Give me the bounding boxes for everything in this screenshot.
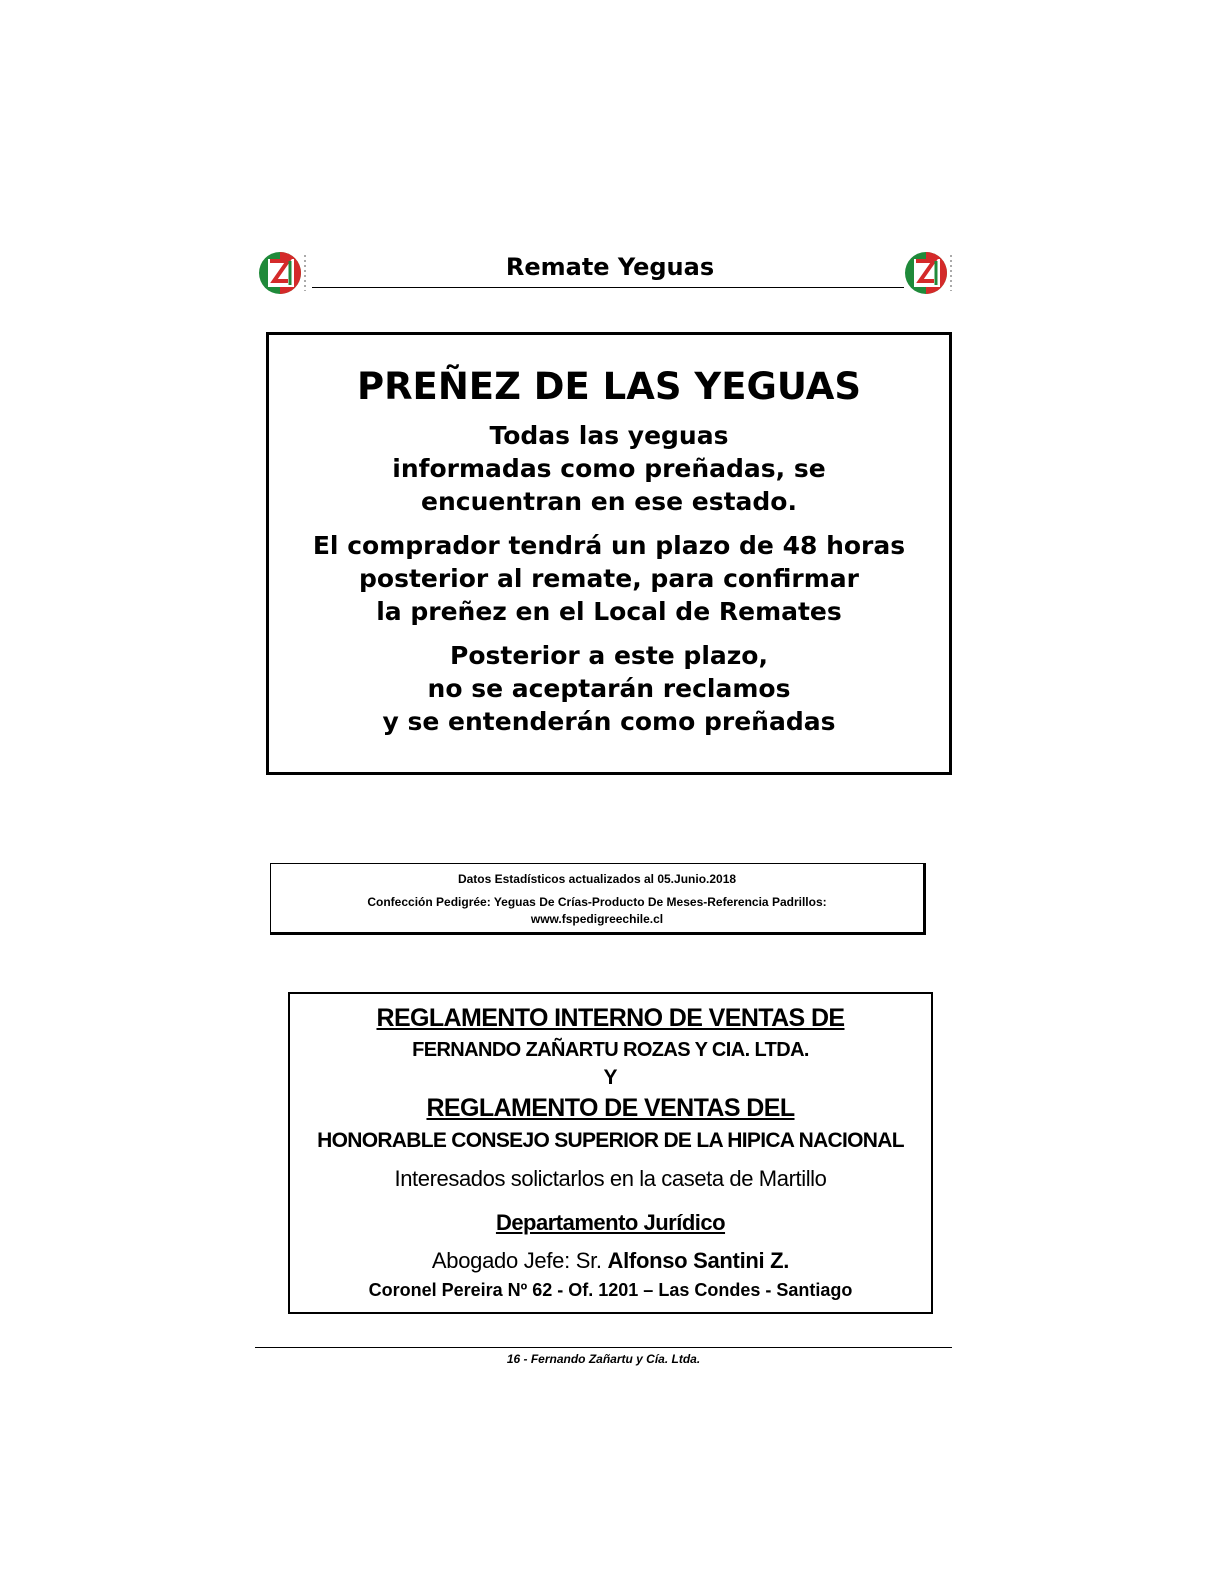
page-header-title: Remate Yeguas (505, 253, 715, 281)
office-address: Coronel Pereira Nº 62 - Of. 1201 – Las Condes - Santiago (368, 1280, 853, 1300)
text-line: Posterior a este plazo, (450, 641, 768, 670)
request-instructions: Interesados solictarlos en la caseta de Martillo (394, 1166, 827, 1191)
pregnancy-notice-title: PREÑEZ DE LAS YEGUAS (356, 365, 862, 408)
pedigree-info: Confección Pedigrée: Yeguas De Crías-Producto De Meses-Referencia Padrillos: (367, 895, 827, 909)
text-line: Todas las yeguas (489, 421, 729, 450)
company-name: FERNANDO ZAÑARTU ROZAS Y CIA. LTDA. (412, 1039, 809, 1061)
chief-lawyer (290, 1248, 931, 1274)
conjunction: Y (603, 1066, 618, 1089)
text-line: no se aceptarán reclamos (427, 674, 791, 703)
pregnancy-notice-paragraph-1 (269, 419, 949, 518)
fz-logo-icon (258, 249, 310, 297)
text-line: la preñez en el Local de Remates (376, 597, 842, 626)
sales-regulation-box (288, 992, 933, 1314)
pregnancy-notice-paragraph-3 (269, 639, 949, 738)
header-divider (312, 287, 904, 288)
chief-lawyer-label: Abogado Jefe: Sr. (431, 1248, 608, 1273)
statistics-update-date: Datos Estadísticos actualizados al 05.Junio.2018 (457, 872, 737, 886)
fz-logo-icon (904, 249, 956, 297)
text-line: y se entenderán como preñadas (382, 707, 836, 736)
footer-divider (255, 1347, 952, 1348)
council-name: HONORABLE CONSEJO SUPERIOR DE LA HIPICA NACIONAL (317, 1129, 904, 1152)
company-logo-right (904, 249, 956, 297)
text-line: informadas como preñadas, se (392, 454, 826, 483)
text-line: encuentran en ese estado. (421, 487, 797, 516)
pregnancy-notice-box (266, 332, 952, 775)
company-logo-left (258, 249, 310, 297)
pregnancy-notice-paragraph-2 (269, 529, 949, 628)
regulation-heading-council: REGLAMENTO DE VENTAS DEL (426, 1094, 795, 1122)
page-footer: 16 - Fernando Zañartu y Cía. Ltda. (506, 1352, 701, 1366)
text-line: El comprador tendrá un plazo de 48 horas (312, 531, 906, 560)
legal-department-heading: Departamento Jurídico (495, 1210, 726, 1235)
text-line: posterior al remate, para confirmar (359, 564, 859, 593)
statistics-info-box (270, 863, 926, 935)
pedigree-website-link[interactable]: www.fspedigreechile.cl (530, 912, 664, 926)
regulation-heading-internal: REGLAMENTO INTERNO DE VENTAS DE (376, 1004, 845, 1032)
chief-lawyer-name: Alfonso Santini Z. (607, 1248, 790, 1273)
